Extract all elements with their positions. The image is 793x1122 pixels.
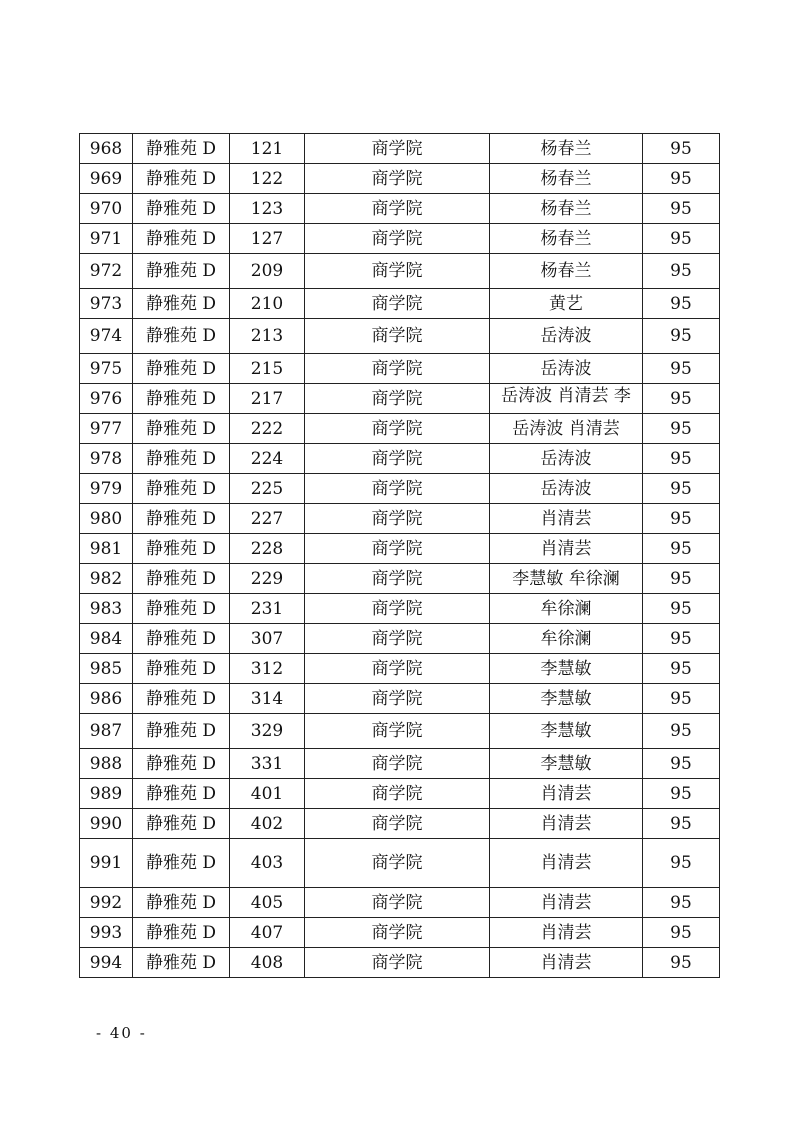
row-number: 986 bbox=[80, 684, 133, 714]
table-row bbox=[80, 534, 720, 564]
room-cell: 224 bbox=[230, 444, 305, 474]
manager-cell: 杨春兰 bbox=[490, 164, 643, 194]
manager-cell: 李慧敏 bbox=[490, 714, 643, 749]
score-cell: 95 bbox=[643, 474, 720, 504]
table-row bbox=[80, 714, 720, 749]
college-cell: 商学院 bbox=[305, 319, 490, 354]
building-cell: 静雅苑 D bbox=[133, 194, 230, 224]
college-cell: 商学院 bbox=[305, 918, 490, 948]
manager-cell: 黄艺 bbox=[490, 289, 643, 319]
score-cell: 95 bbox=[643, 254, 720, 289]
row-number: 974 bbox=[80, 319, 133, 354]
table-row bbox=[80, 444, 720, 474]
table-row bbox=[80, 414, 720, 444]
score-cell: 95 bbox=[643, 414, 720, 444]
college-cell: 商学院 bbox=[305, 504, 490, 534]
manager-cell: 李慧敏 bbox=[490, 749, 643, 779]
score-cell: 95 bbox=[643, 809, 720, 839]
table-row bbox=[80, 224, 720, 254]
manager-cell: 杨春兰 bbox=[490, 194, 643, 224]
table-row bbox=[80, 384, 720, 414]
row-number: 969 bbox=[80, 164, 133, 194]
row-number: 985 bbox=[80, 654, 133, 684]
building-cell: 静雅苑 D bbox=[133, 839, 230, 888]
score-cell: 95 bbox=[643, 504, 720, 534]
building-cell: 静雅苑 D bbox=[133, 444, 230, 474]
score-cell: 95 bbox=[643, 444, 720, 474]
college-cell: 商学院 bbox=[305, 684, 490, 714]
score-cell: 95 bbox=[643, 224, 720, 254]
building-cell: 静雅苑 D bbox=[133, 289, 230, 319]
building-cell: 静雅苑 D bbox=[133, 624, 230, 654]
college-cell: 商学院 bbox=[305, 254, 490, 289]
building-cell: 静雅苑 D bbox=[133, 594, 230, 624]
building-cell: 静雅苑 D bbox=[133, 714, 230, 749]
manager-cell: 杨春兰 bbox=[490, 134, 643, 164]
college-cell: 商学院 bbox=[305, 289, 490, 319]
score-cell: 95 bbox=[643, 918, 720, 948]
building-cell: 静雅苑 D bbox=[133, 354, 230, 384]
table-row bbox=[80, 164, 720, 194]
row-number: 991 bbox=[80, 839, 133, 888]
row-number: 982 bbox=[80, 564, 133, 594]
room-cell: 405 bbox=[230, 888, 305, 918]
building-cell: 静雅苑 D bbox=[133, 779, 230, 809]
row-number: 987 bbox=[80, 714, 133, 749]
row-number: 989 bbox=[80, 779, 133, 809]
table-row bbox=[80, 289, 720, 319]
table-row bbox=[80, 504, 720, 534]
score-cell: 95 bbox=[643, 948, 720, 978]
college-cell: 商学院 bbox=[305, 839, 490, 888]
manager-cell: 岳涛波 肖清芸 bbox=[490, 414, 643, 444]
building-cell: 静雅苑 D bbox=[133, 134, 230, 164]
manager-cell: 牟徐澜 bbox=[490, 624, 643, 654]
building-cell: 静雅苑 D bbox=[133, 918, 230, 948]
row-number: 975 bbox=[80, 354, 133, 384]
manager-cell: 岳涛波 bbox=[490, 444, 643, 474]
table-row bbox=[80, 319, 720, 354]
room-cell: 231 bbox=[230, 594, 305, 624]
score-cell: 95 bbox=[643, 289, 720, 319]
room-cell: 217 bbox=[230, 384, 305, 414]
building-cell: 静雅苑 D bbox=[133, 654, 230, 684]
college-cell: 商学院 bbox=[305, 654, 490, 684]
table-row bbox=[80, 624, 720, 654]
table-row bbox=[80, 779, 720, 809]
room-cell: 403 bbox=[230, 839, 305, 888]
room-cell: 215 bbox=[230, 354, 305, 384]
college-cell: 商学院 bbox=[305, 749, 490, 779]
row-number: 971 bbox=[80, 224, 133, 254]
score-cell: 95 bbox=[643, 194, 720, 224]
manager-cell: 肖清芸 bbox=[490, 918, 643, 948]
manager-cell: 肖清芸 bbox=[490, 948, 643, 978]
college-cell: 商学院 bbox=[305, 224, 490, 254]
room-cell: 329 bbox=[230, 714, 305, 749]
building-cell: 静雅苑 D bbox=[133, 948, 230, 978]
row-number: 993 bbox=[80, 918, 133, 948]
table-row bbox=[80, 134, 720, 164]
table-row bbox=[80, 948, 720, 978]
manager-cell: 岳涛波 bbox=[490, 354, 643, 384]
manager-cell: 杨春兰 bbox=[490, 224, 643, 254]
score-cell: 95 bbox=[643, 134, 720, 164]
score-cell: 95 bbox=[643, 684, 720, 714]
college-cell: 商学院 bbox=[305, 624, 490, 654]
building-cell: 静雅苑 D bbox=[133, 809, 230, 839]
college-cell: 商学院 bbox=[305, 888, 490, 918]
score-cell: 95 bbox=[643, 594, 720, 624]
college-cell: 商学院 bbox=[305, 594, 490, 624]
row-number: 990 bbox=[80, 809, 133, 839]
manager-cell-overflow bbox=[490, 384, 643, 414]
table-row bbox=[80, 194, 720, 224]
building-cell: 静雅苑 D bbox=[133, 474, 230, 504]
table-row bbox=[80, 809, 720, 839]
college-cell: 商学院 bbox=[305, 414, 490, 444]
row-number: 977 bbox=[80, 414, 133, 444]
manager-cell: 肖清芸 bbox=[490, 839, 643, 888]
college-cell: 商学院 bbox=[305, 534, 490, 564]
manager-cell: 李慧敏 bbox=[490, 684, 643, 714]
room-cell: 209 bbox=[230, 254, 305, 289]
manager-cell: 肖清芸 bbox=[490, 504, 643, 534]
score-cell: 95 bbox=[643, 534, 720, 564]
row-number: 983 bbox=[80, 594, 133, 624]
manager-cell: 肖清芸 bbox=[490, 779, 643, 809]
score-cell: 95 bbox=[643, 749, 720, 779]
score-cell: 95 bbox=[643, 624, 720, 654]
building-cell: 静雅苑 D bbox=[133, 384, 230, 414]
page-number: - 40 - bbox=[96, 1024, 147, 1042]
table-row bbox=[80, 918, 720, 948]
room-cell: 225 bbox=[230, 474, 305, 504]
college-cell: 商学院 bbox=[305, 779, 490, 809]
college-cell: 商学院 bbox=[305, 444, 490, 474]
row-number: 976 bbox=[80, 384, 133, 414]
room-cell: 312 bbox=[230, 654, 305, 684]
room-cell: 331 bbox=[230, 749, 305, 779]
room-cell: 314 bbox=[230, 684, 305, 714]
score-cell: 95 bbox=[643, 779, 720, 809]
college-cell: 商学院 bbox=[305, 354, 490, 384]
manager-cell: 杨春兰 bbox=[490, 254, 643, 289]
room-cell: 121 bbox=[230, 134, 305, 164]
college-cell: 商学院 bbox=[305, 134, 490, 164]
manager-cell: 牟徐澜 bbox=[490, 594, 643, 624]
table-row bbox=[80, 749, 720, 779]
room-cell: 227 bbox=[230, 504, 305, 534]
college-cell: 商学院 bbox=[305, 194, 490, 224]
table-row bbox=[80, 594, 720, 624]
table-row bbox=[80, 354, 720, 384]
building-cell: 静雅苑 D bbox=[133, 414, 230, 444]
table-row bbox=[80, 254, 720, 289]
row-number: 994 bbox=[80, 948, 133, 978]
room-cell: 229 bbox=[230, 564, 305, 594]
room-cell: 408 bbox=[230, 948, 305, 978]
table-row bbox=[80, 654, 720, 684]
room-cell: 407 bbox=[230, 918, 305, 948]
room-cell: 122 bbox=[230, 164, 305, 194]
room-cell: 222 bbox=[230, 414, 305, 444]
manager-cell: 肖清芸 bbox=[490, 888, 643, 918]
room-cell: 402 bbox=[230, 809, 305, 839]
table-row bbox=[80, 839, 720, 888]
score-cell: 95 bbox=[643, 164, 720, 194]
room-cell: 307 bbox=[230, 624, 305, 654]
building-cell: 静雅苑 D bbox=[133, 504, 230, 534]
manager-cell: 肖清芸 bbox=[490, 809, 643, 839]
row-number: 988 bbox=[80, 749, 133, 779]
college-cell: 商学院 bbox=[305, 164, 490, 194]
manager-cell: 岳涛波 bbox=[490, 474, 643, 504]
college-cell: 商学院 bbox=[305, 948, 490, 978]
score-cell: 95 bbox=[643, 354, 720, 384]
room-cell: 210 bbox=[230, 289, 305, 319]
building-cell: 静雅苑 D bbox=[133, 684, 230, 714]
row-number: 984 bbox=[80, 624, 133, 654]
score-cell: 95 bbox=[643, 654, 720, 684]
manager-cell: 岳涛波 bbox=[490, 319, 643, 354]
score-cell: 95 bbox=[643, 888, 720, 918]
college-cell: 商学院 bbox=[305, 564, 490, 594]
row-number: 981 bbox=[80, 534, 133, 564]
room-cell: 401 bbox=[230, 779, 305, 809]
table-row bbox=[80, 684, 720, 714]
manager-cell: 肖清芸 bbox=[490, 534, 643, 564]
college-cell: 商学院 bbox=[305, 474, 490, 504]
row-number: 970 bbox=[80, 194, 133, 224]
row-number: 979 bbox=[80, 474, 133, 504]
room-cell: 123 bbox=[230, 194, 305, 224]
building-cell: 静雅苑 D bbox=[133, 888, 230, 918]
score-cell: 95 bbox=[643, 714, 720, 749]
row-number: 980 bbox=[80, 504, 133, 534]
row-number: 973 bbox=[80, 289, 133, 319]
room-cell: 228 bbox=[230, 534, 305, 564]
building-cell: 静雅苑 D bbox=[133, 224, 230, 254]
dormitory-score-table bbox=[79, 133, 720, 978]
row-number: 968 bbox=[80, 134, 133, 164]
table-row bbox=[80, 474, 720, 504]
building-cell: 静雅苑 D bbox=[133, 534, 230, 564]
building-cell: 静雅苑 D bbox=[133, 564, 230, 594]
row-number: 978 bbox=[80, 444, 133, 474]
table-row bbox=[80, 888, 720, 918]
building-cell: 静雅苑 D bbox=[133, 319, 230, 354]
row-number: 992 bbox=[80, 888, 133, 918]
room-cell: 213 bbox=[230, 319, 305, 354]
manager-cell: 李慧敏 牟徐澜 bbox=[490, 564, 643, 594]
score-cell: 95 bbox=[643, 839, 720, 888]
table-row bbox=[80, 564, 720, 594]
college-cell: 商学院 bbox=[305, 714, 490, 749]
building-cell: 静雅苑 D bbox=[133, 749, 230, 779]
room-cell: 127 bbox=[230, 224, 305, 254]
college-cell: 商学院 bbox=[305, 384, 490, 414]
manager-cell: 李慧敏 bbox=[490, 654, 643, 684]
manager-text: 岳涛波 肖清芸 李 bbox=[501, 386, 631, 406]
college-cell: 商学院 bbox=[305, 809, 490, 839]
score-cell: 95 bbox=[643, 319, 720, 354]
score-cell: 95 bbox=[643, 564, 720, 594]
score-cell: 95 bbox=[643, 384, 720, 414]
row-number: 972 bbox=[80, 254, 133, 289]
building-cell: 静雅苑 D bbox=[133, 164, 230, 194]
building-cell: 静雅苑 D bbox=[133, 254, 230, 289]
